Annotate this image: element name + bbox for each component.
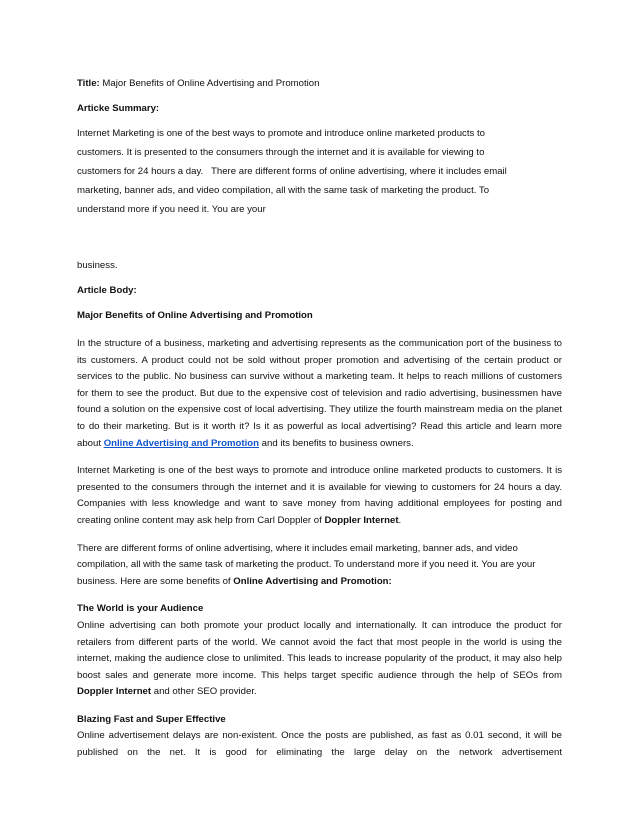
summary-heading: Articke Summary: [77, 103, 160, 114]
paragraph-forms: There are different forms of online advertising, where it includes email marketing, banner ads, and video compilation, all with the same task of marketing the product. To understand more if you need it. You are your business. Here are some benefits of Online Advertising and Promotion: [77, 542, 536, 587]
summary-line: customers. It is presented to the consumers through the internet and it is available for viewing to [77, 147, 485, 158]
paragraph-fast: Online advertisement delays are non-existent. Once the posts are published, as fast as 0.01 second, it will be published on the net. It is good for eliminating the large delay on the network advertisement [77, 730, 562, 759]
summary-line: understand more if you need it. You are your [77, 204, 266, 215]
title-label: Title: [77, 78, 100, 89]
paragraph-internet-marketing: Internet Marketing is one of the best ways to promote and introduce online marketed products to customers. It is presented to the consumers through the internet and it is available for viewing to customers for 24 hours a day. Companies with less knowledge and want to save money from having additional employees for posting and creating online content may ask help from Carl Doppler of Doppler Internet. [77, 465, 562, 526]
document-content [77, 74, 562, 762]
summary-line: marketing, banner ads, and video compilation, all with the same task of marketing the product. To [77, 185, 490, 196]
online-advertising-link[interactable]: Online Advertising and Promotion [103, 437, 259, 449]
section-heading-audience: The World is your Audience [77, 603, 204, 615]
title-line [77, 74, 562, 93]
section-heading-fast: Blazing Fast and Super Effective [77, 713, 226, 725]
summary-block [77, 124, 562, 219]
paragraph-audience: Online advertising can both promote your product locally and internationally. It can introduce the product for retailers from different parts of the world. We cannot avoid the fact that most people in the world is using the internet, making the audience close to unlimited. This leads to increase popularity of the product, it may also help boost sales and generate more income. This helps target specific audience through the help of SEOs from Doppler Internet and other SEO provider. [77, 619, 562, 698]
article-body-heading: Article Body: [77, 285, 137, 296]
summary-line: Internet Marketing is one of the best ways to promote and introduce online marketed products to [77, 128, 485, 139]
summary-line: customers for 24 hours a day. There are different forms of online advertising, where it includes email [77, 166, 507, 177]
title-text: Major Benefits of Online Advertising and Promotion [99, 78, 320, 89]
paragraph-intro: In the structure of a business, marketing and advertising represents as the communication port of the business to its customers. A product could not be sold without proper promotion and advertising of the certain product or services to the public. No business can survive without a marketing team. It helps to reach millions of customers for them to see the product. But due to the expensive cost of television and radio advertising, businessmen have found a solution on the expensive cost of local advertising. They utilize the fourth mainstream media on the planet to do their marketing. But is it worth it? Is it as powerful as local advertising? Read this article and learn more about Online Advertising and Promotion and its benefits to business owners. [77, 338, 562, 449]
summary-tail: business. [77, 260, 118, 271]
article-subheading: Major Benefits of Online Advertising and Promotion [77, 310, 313, 321]
